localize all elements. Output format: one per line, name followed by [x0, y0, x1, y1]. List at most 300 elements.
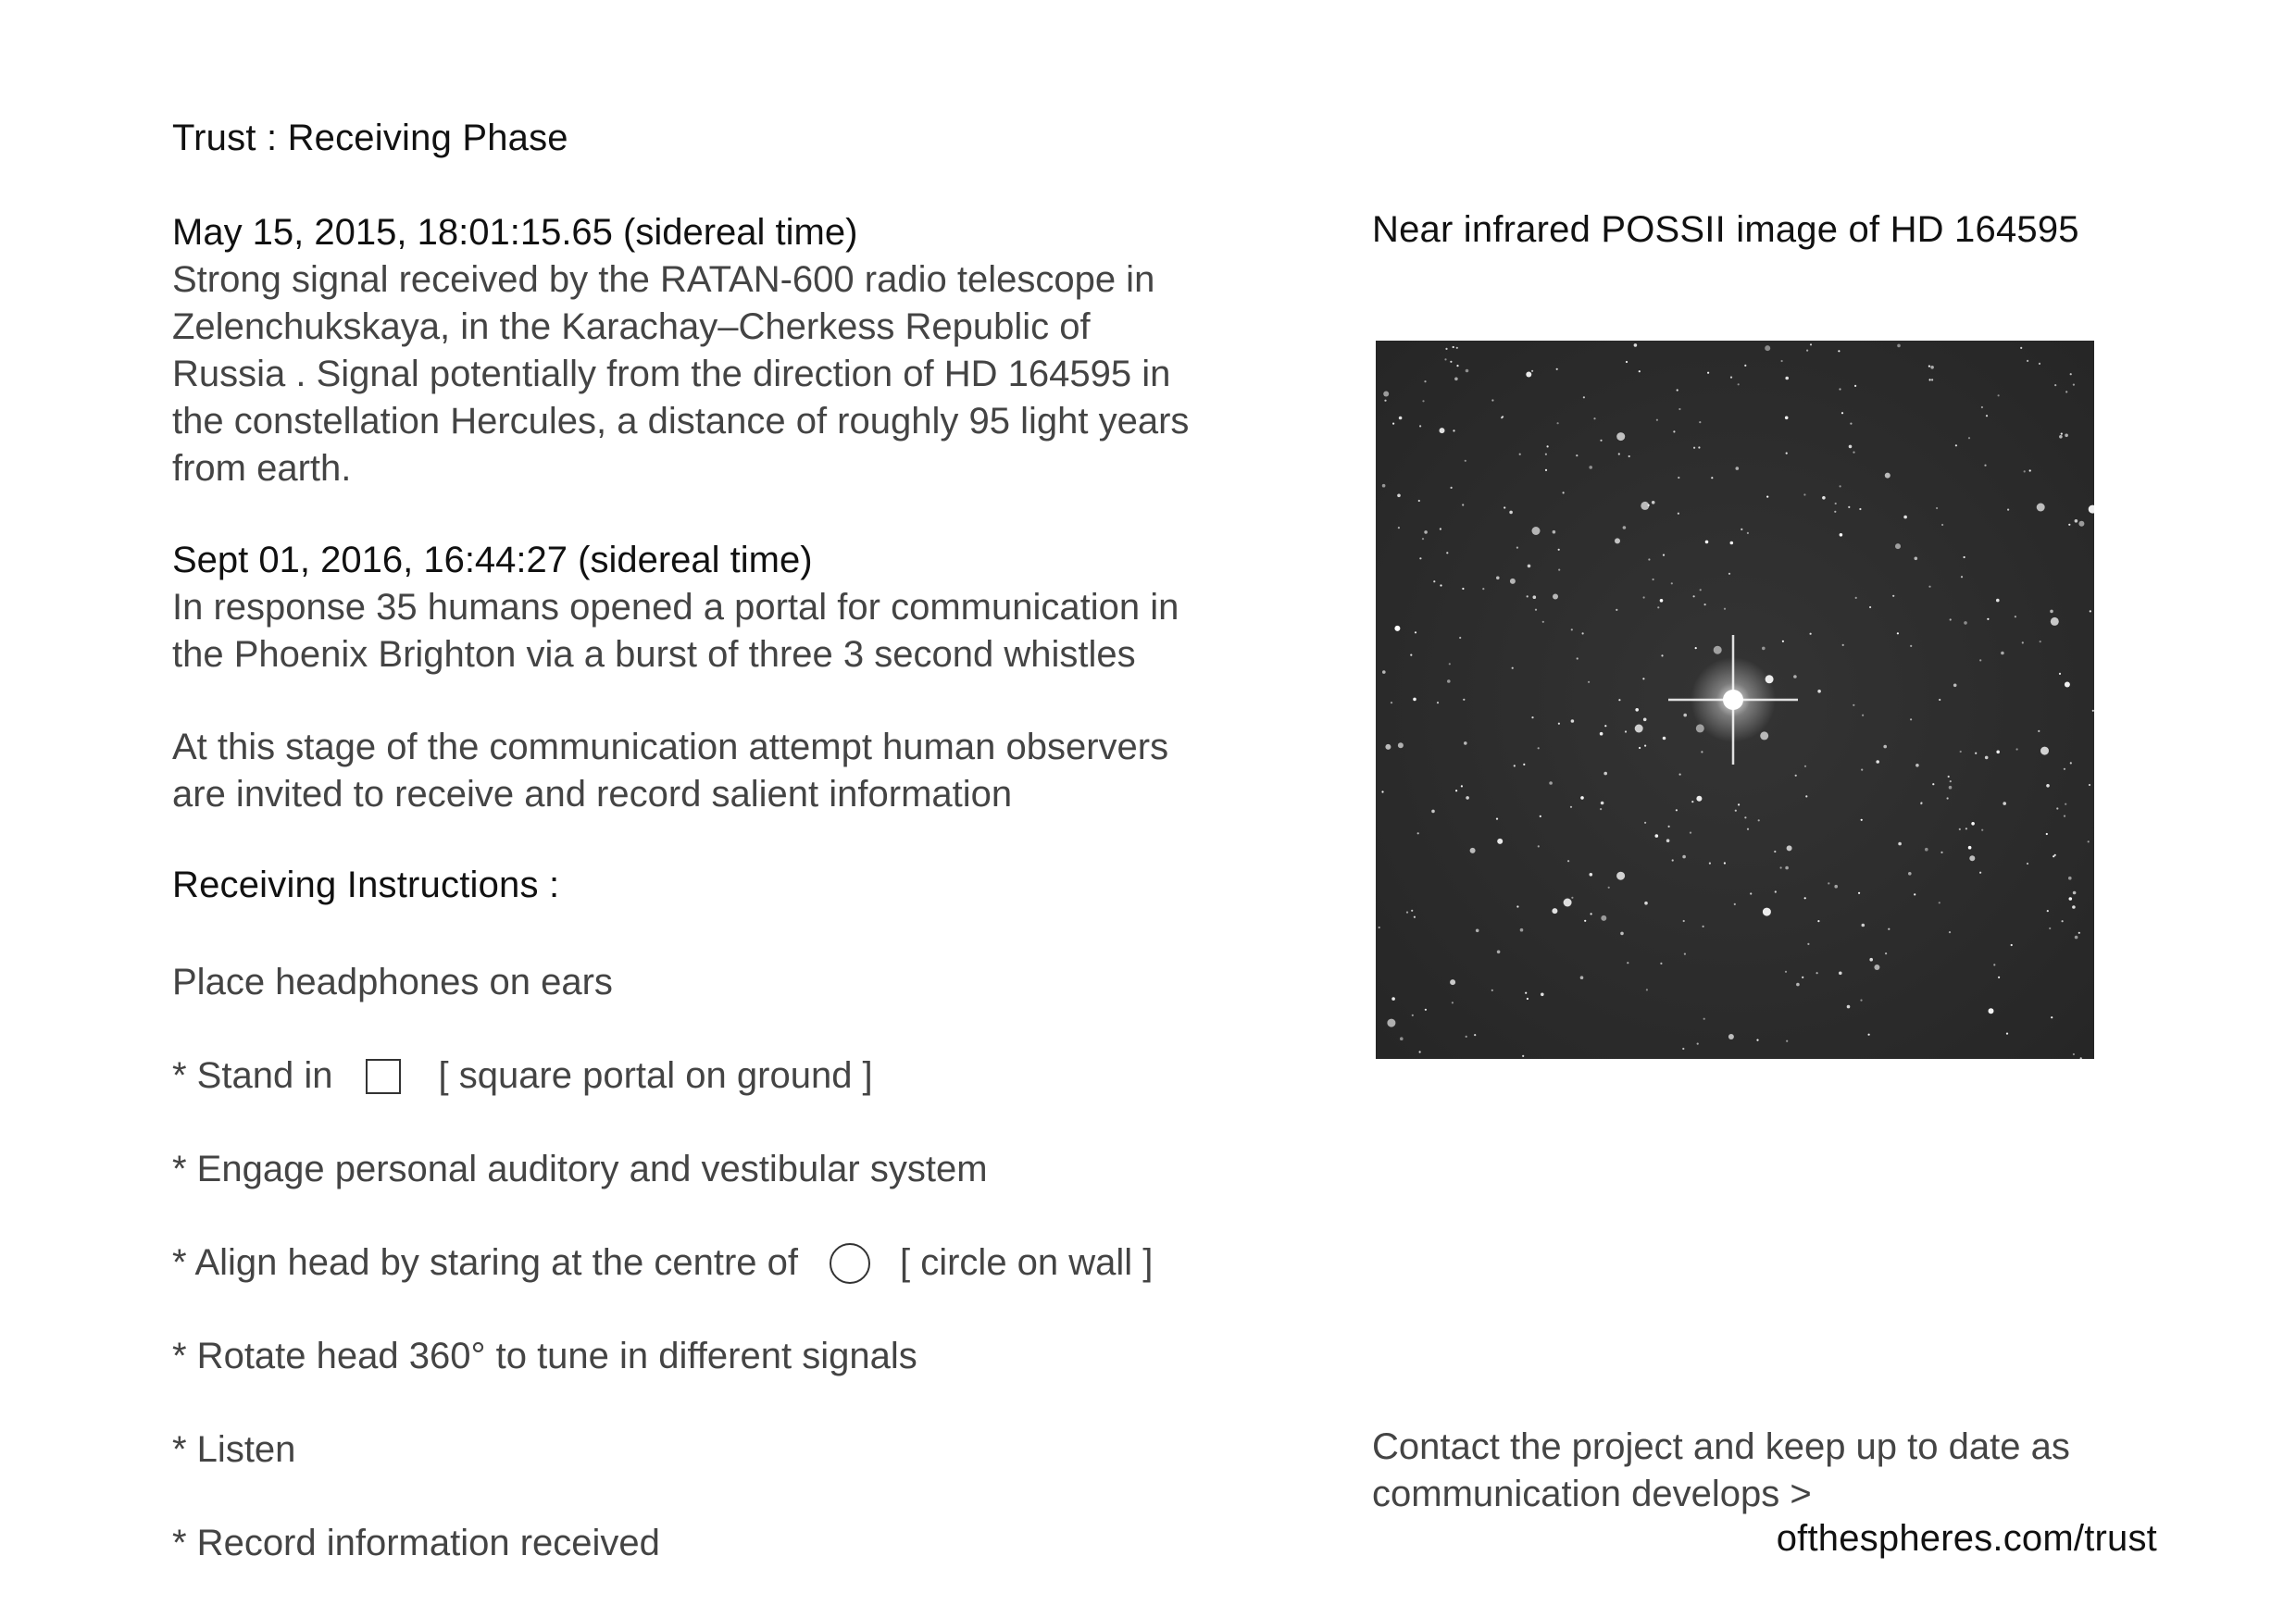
star	[1785, 971, 1787, 973]
star	[1762, 647, 1766, 651]
star	[1858, 892, 1860, 894]
star	[2046, 833, 2048, 835]
star	[1571, 897, 1573, 899]
star	[1747, 828, 1749, 830]
star	[2068, 524, 2070, 526]
star	[1591, 913, 1592, 915]
star	[1785, 417, 1789, 420]
star	[1841, 412, 1843, 414]
star	[1400, 1037, 1404, 1040]
star	[2075, 936, 2078, 940]
star	[1840, 533, 1843, 537]
star	[1714, 646, 1722, 654]
star	[2069, 897, 2073, 901]
star	[1552, 908, 1557, 914]
star	[1747, 532, 1749, 534]
star	[1601, 915, 1606, 921]
star	[1643, 596, 1645, 598]
star	[1678, 477, 1679, 479]
star	[1711, 477, 1713, 479]
star	[1700, 589, 1702, 591]
instruction-align-text: * Align head by staring at the centre of	[172, 1242, 798, 1283]
star	[1928, 366, 1930, 367]
star	[1949, 931, 1951, 933]
star	[1925, 848, 1928, 852]
star	[1947, 797, 1949, 799]
star	[1644, 745, 1646, 747]
star	[1563, 492, 1565, 493]
star	[1782, 641, 1784, 642]
star	[1655, 834, 1659, 838]
star	[1576, 454, 1578, 456]
star	[2065, 803, 2066, 805]
star-field-image	[1376, 341, 2094, 1059]
star	[1519, 454, 1521, 455]
star	[1570, 806, 1572, 808]
star	[1616, 872, 1625, 880]
star	[1735, 810, 1737, 812]
star	[1989, 1008, 1994, 1014]
star	[1512, 667, 1514, 669]
star	[2015, 616, 2016, 617]
star	[1419, 1051, 1421, 1052]
star	[1876, 760, 1879, 764]
star	[1678, 408, 1680, 410]
star	[1449, 663, 1451, 665]
star	[1603, 772, 1607, 776]
star	[1785, 866, 1789, 870]
instruction-engage-text: * Engage personal auditory and vestibular system	[172, 1149, 988, 1189]
star	[1558, 569, 1560, 571]
star	[1986, 415, 1988, 417]
star	[1785, 377, 1789, 380]
star	[1724, 862, 1726, 864]
star	[1504, 506, 1505, 508]
star	[1590, 873, 1593, 877]
star	[1616, 609, 1617, 611]
circle-wall-icon	[830, 1243, 870, 1284]
star	[1466, 1036, 1467, 1038]
star	[1981, 829, 1983, 831]
star	[1804, 897, 1806, 899]
star	[1979, 872, 1981, 874]
star	[1758, 819, 1760, 821]
star	[1451, 487, 1453, 489]
star	[2051, 617, 2059, 626]
star	[1459, 637, 1461, 639]
star	[1465, 460, 1466, 462]
instruction-stand-in-note: [ square portal on ground ]	[438, 1055, 873, 1096]
star	[1516, 905, 1518, 907]
star	[1682, 1048, 1684, 1050]
signal-received-section	[172, 209, 1209, 492]
star	[1861, 769, 1863, 771]
star	[1895, 543, 1901, 549]
instruction-engage	[172, 1146, 988, 1193]
star	[1940, 852, 1942, 853]
response-section	[172, 537, 1209, 678]
star	[1620, 932, 1624, 936]
instruction-rotate-text: * Rotate head 360° to tune in different signals	[172, 1336, 917, 1376]
star	[1663, 737, 1666, 741]
star	[1541, 993, 1544, 997]
star	[1915, 764, 1919, 767]
star	[1545, 454, 1547, 455]
star	[1703, 926, 1704, 927]
star	[1422, 400, 1424, 402]
star	[1496, 818, 1498, 820]
star	[1397, 494, 1401, 498]
star	[1676, 809, 1678, 811]
star	[1455, 790, 1457, 791]
star	[1470, 848, 1476, 853]
star	[1642, 678, 1644, 679]
star	[1450, 979, 1455, 985]
star	[1950, 618, 1952, 620]
star	[1885, 473, 1890, 479]
invitation-text: At this stage of the communication attempt human observers are invited to receive and record salient information	[172, 727, 1169, 815]
star	[1868, 1034, 1870, 1036]
instruction-stand-in	[172, 1052, 873, 1100]
instructions-heading: Receiving Instructions :	[172, 865, 560, 905]
star	[2059, 435, 2063, 439]
star	[1888, 928, 1890, 930]
star	[1969, 855, 1975, 861]
star	[1897, 632, 1899, 634]
star	[1874, 965, 1879, 970]
star	[1862, 924, 1866, 927]
instruction-align	[172, 1239, 1153, 1287]
star	[2078, 932, 2080, 934]
star	[1476, 929, 1479, 933]
star-field-svg	[1376, 341, 2094, 1059]
star	[1834, 511, 1836, 513]
star	[1398, 527, 1400, 529]
star	[2088, 840, 2090, 842]
star	[2049, 927, 2051, 929]
star	[1949, 786, 1953, 790]
star	[1786, 453, 1788, 454]
instruction-listen	[172, 1426, 295, 1474]
star	[1996, 599, 2000, 603]
star	[1910, 645, 1912, 647]
star	[1936, 507, 1938, 509]
star	[1853, 452, 1854, 454]
star	[1482, 588, 1484, 590]
star	[1816, 972, 1818, 974]
star	[1431, 810, 1435, 814]
star	[2020, 347, 2022, 349]
star	[2006, 1033, 2008, 1035]
star	[1652, 501, 1655, 504]
star	[2068, 877, 2072, 880]
star	[2040, 747, 2049, 755]
page-title: Trust : Receiving Phase	[172, 118, 568, 158]
star	[2050, 610, 2053, 614]
star	[1446, 552, 1448, 554]
star	[1781, 360, 1783, 362]
star	[1707, 372, 1709, 374]
star	[1577, 657, 1578, 659]
star	[1979, 659, 1981, 661]
star	[1908, 872, 1912, 876]
star	[1453, 429, 1454, 431]
star	[1433, 580, 1435, 582]
star	[1588, 681, 1590, 683]
star	[1744, 816, 1746, 818]
star	[1625, 730, 1627, 732]
star	[1854, 385, 1856, 387]
star	[2090, 610, 2091, 612]
star	[1839, 388, 1841, 390]
star	[1853, 704, 1854, 706]
star	[2037, 504, 2045, 512]
star	[1522, 1055, 1524, 1057]
star	[1440, 428, 1445, 433]
star	[1414, 916, 1416, 918]
star	[1440, 528, 1441, 529]
star	[1750, 892, 1752, 894]
star	[1981, 406, 1983, 408]
star	[1810, 343, 1812, 345]
star	[1840, 485, 1841, 487]
instruction-intro-text: Place headphones on ears	[172, 962, 613, 1002]
star	[1786, 1040, 1788, 1042]
instruction-align-note: [ circle on wall ]	[900, 1242, 1154, 1283]
star	[2073, 891, 2077, 895]
star	[1584, 920, 1586, 922]
star	[1422, 538, 1424, 540]
star	[1855, 597, 1857, 599]
star	[2078, 521, 2084, 527]
star	[1454, 378, 1458, 381]
star	[1660, 963, 1662, 965]
star	[1869, 958, 1873, 962]
star	[1627, 962, 1628, 964]
star	[1817, 920, 1819, 922]
star	[1424, 380, 1426, 382]
star	[1795, 775, 1797, 777]
star	[1474, 1034, 1476, 1036]
star	[1961, 576, 1963, 578]
star	[1545, 469, 1547, 471]
star	[1701, 751, 1703, 753]
star	[1466, 796, 1469, 800]
star	[1959, 828, 1961, 830]
star	[2027, 863, 2028, 865]
star	[1413, 698, 1416, 702]
star	[1628, 455, 1630, 457]
star	[1939, 699, 1940, 701]
star	[1950, 780, 1952, 782]
star	[2007, 509, 2009, 511]
star	[1698, 446, 1700, 448]
star	[1696, 796, 1702, 802]
star	[1406, 912, 1408, 914]
star	[1805, 795, 1807, 797]
star	[1453, 346, 1454, 348]
star	[1616, 432, 1625, 441]
signal-received-description: Strong signal received by the RATAN-600 radio telescope in Zelenchukskaya, in the Karachay–Cherkess Republic of Russia . Signal potentially from the direction of HD 164595 in the constellation Hercules, a distance of roughly 95 light years from earth.	[172, 259, 1190, 489]
star	[1538, 747, 1540, 749]
star	[1462, 588, 1464, 590]
star	[1394, 626, 1400, 631]
star	[1666, 839, 1670, 842]
star	[2070, 762, 2072, 764]
star	[1834, 885, 1838, 889]
star	[1571, 719, 1575, 723]
star	[1379, 927, 1380, 928]
star	[1604, 725, 1606, 727]
star	[1618, 453, 1620, 454]
star	[1391, 702, 1392, 703]
star	[1553, 530, 1556, 534]
star	[1998, 394, 2000, 396]
star	[1693, 595, 1695, 597]
star	[1693, 447, 1695, 449]
star	[1491, 989, 1493, 991]
star	[2065, 391, 2067, 392]
star	[1461, 785, 1463, 787]
star	[1738, 803, 1740, 805]
star	[1850, 423, 1852, 425]
star	[1425, 1009, 1427, 1011]
star	[1419, 557, 1421, 559]
star	[1964, 556, 1965, 558]
star	[1646, 989, 1648, 990]
star	[1683, 714, 1687, 717]
star	[2092, 710, 2094, 712]
star	[1387, 1019, 1395, 1027]
star	[1540, 815, 1541, 817]
contact-link[interactable]: ofthespheres.com/trust	[1776, 1518, 2157, 1559]
star	[1939, 902, 1940, 903]
star	[1968, 846, 1972, 850]
star	[1600, 440, 1602, 442]
star	[1810, 633, 1812, 635]
star	[1897, 344, 1901, 348]
star	[1516, 547, 1518, 549]
star	[2072, 905, 2076, 909]
star	[1703, 1018, 1705, 1020]
star	[2053, 855, 2054, 857]
star	[1948, 776, 1950, 778]
star	[2075, 519, 2078, 523]
star	[2061, 433, 2063, 435]
star	[1535, 609, 1537, 611]
star	[1589, 466, 1592, 469]
star	[1533, 595, 1537, 599]
star	[2001, 652, 2004, 655]
star	[1564, 899, 1572, 907]
star	[1440, 584, 1441, 586]
star	[1384, 400, 1386, 402]
star	[1793, 675, 1797, 678]
star	[1600, 808, 1602, 810]
star	[1411, 910, 1413, 912]
star	[1929, 379, 1931, 380]
star	[1644, 822, 1646, 824]
star	[1547, 445, 1549, 447]
star	[1661, 654, 1663, 656]
star	[1496, 577, 1500, 580]
star	[2089, 784, 2090, 786]
instruction-stand-in-text: * Stand in	[172, 1055, 333, 1096]
star	[1582, 632, 1584, 634]
star	[1514, 765, 1516, 766]
instruction-listen-text: * Listen	[172, 1429, 296, 1470]
star	[1653, 579, 1654, 580]
star	[1910, 718, 1912, 720]
star	[1634, 343, 1638, 347]
star	[1671, 582, 1673, 584]
star	[1730, 377, 1732, 379]
star	[2040, 641, 2041, 642]
star	[1567, 860, 1569, 862]
star	[2064, 768, 2065, 770]
star	[1456, 365, 1458, 367]
star	[1463, 699, 1465, 701]
star	[1464, 741, 1467, 745]
star	[2070, 373, 2072, 375]
star	[1635, 725, 1643, 733]
invitation-section	[172, 724, 1209, 818]
star	[1930, 366, 1934, 369]
star	[1677, 389, 1678, 391]
star	[2016, 748, 2018, 750]
star	[1838, 350, 1840, 352]
star	[1382, 670, 1386, 674]
star	[1985, 756, 1989, 760]
star	[1964, 621, 1967, 625]
star	[1391, 997, 1395, 1001]
star	[1657, 606, 1659, 608]
star	[2003, 802, 2006, 805]
star	[1456, 347, 1458, 349]
star	[1639, 370, 1641, 372]
star	[1920, 803, 1922, 804]
star	[1787, 845, 1792, 851]
star	[1928, 586, 1930, 588]
star	[1520, 928, 1524, 932]
star	[1593, 417, 1595, 419]
star	[1542, 621, 1544, 623]
star	[1523, 764, 1525, 765]
star	[1466, 369, 1469, 373]
star	[1804, 765, 1806, 767]
star	[2029, 469, 2031, 471]
star	[1861, 819, 1863, 821]
star	[1892, 595, 1894, 597]
star	[1971, 822, 1975, 826]
star	[1860, 1000, 1862, 1002]
star	[1869, 606, 1871, 608]
star	[1734, 903, 1736, 905]
star	[1766, 496, 1768, 498]
star	[1532, 527, 1541, 535]
star	[1525, 992, 1527, 994]
star	[1462, 504, 1464, 505]
response-description: In response 35 humans opened a portal for communication in the Phoenix Brighton via a burst of three 3 second whistles	[172, 587, 1179, 675]
star	[1580, 796, 1584, 800]
star	[1527, 595, 1529, 597]
star	[1724, 608, 1726, 610]
star	[1862, 715, 1864, 716]
star	[2065, 434, 2068, 438]
star	[1556, 368, 1558, 370]
star	[1626, 361, 1628, 363]
star	[1828, 882, 1829, 884]
